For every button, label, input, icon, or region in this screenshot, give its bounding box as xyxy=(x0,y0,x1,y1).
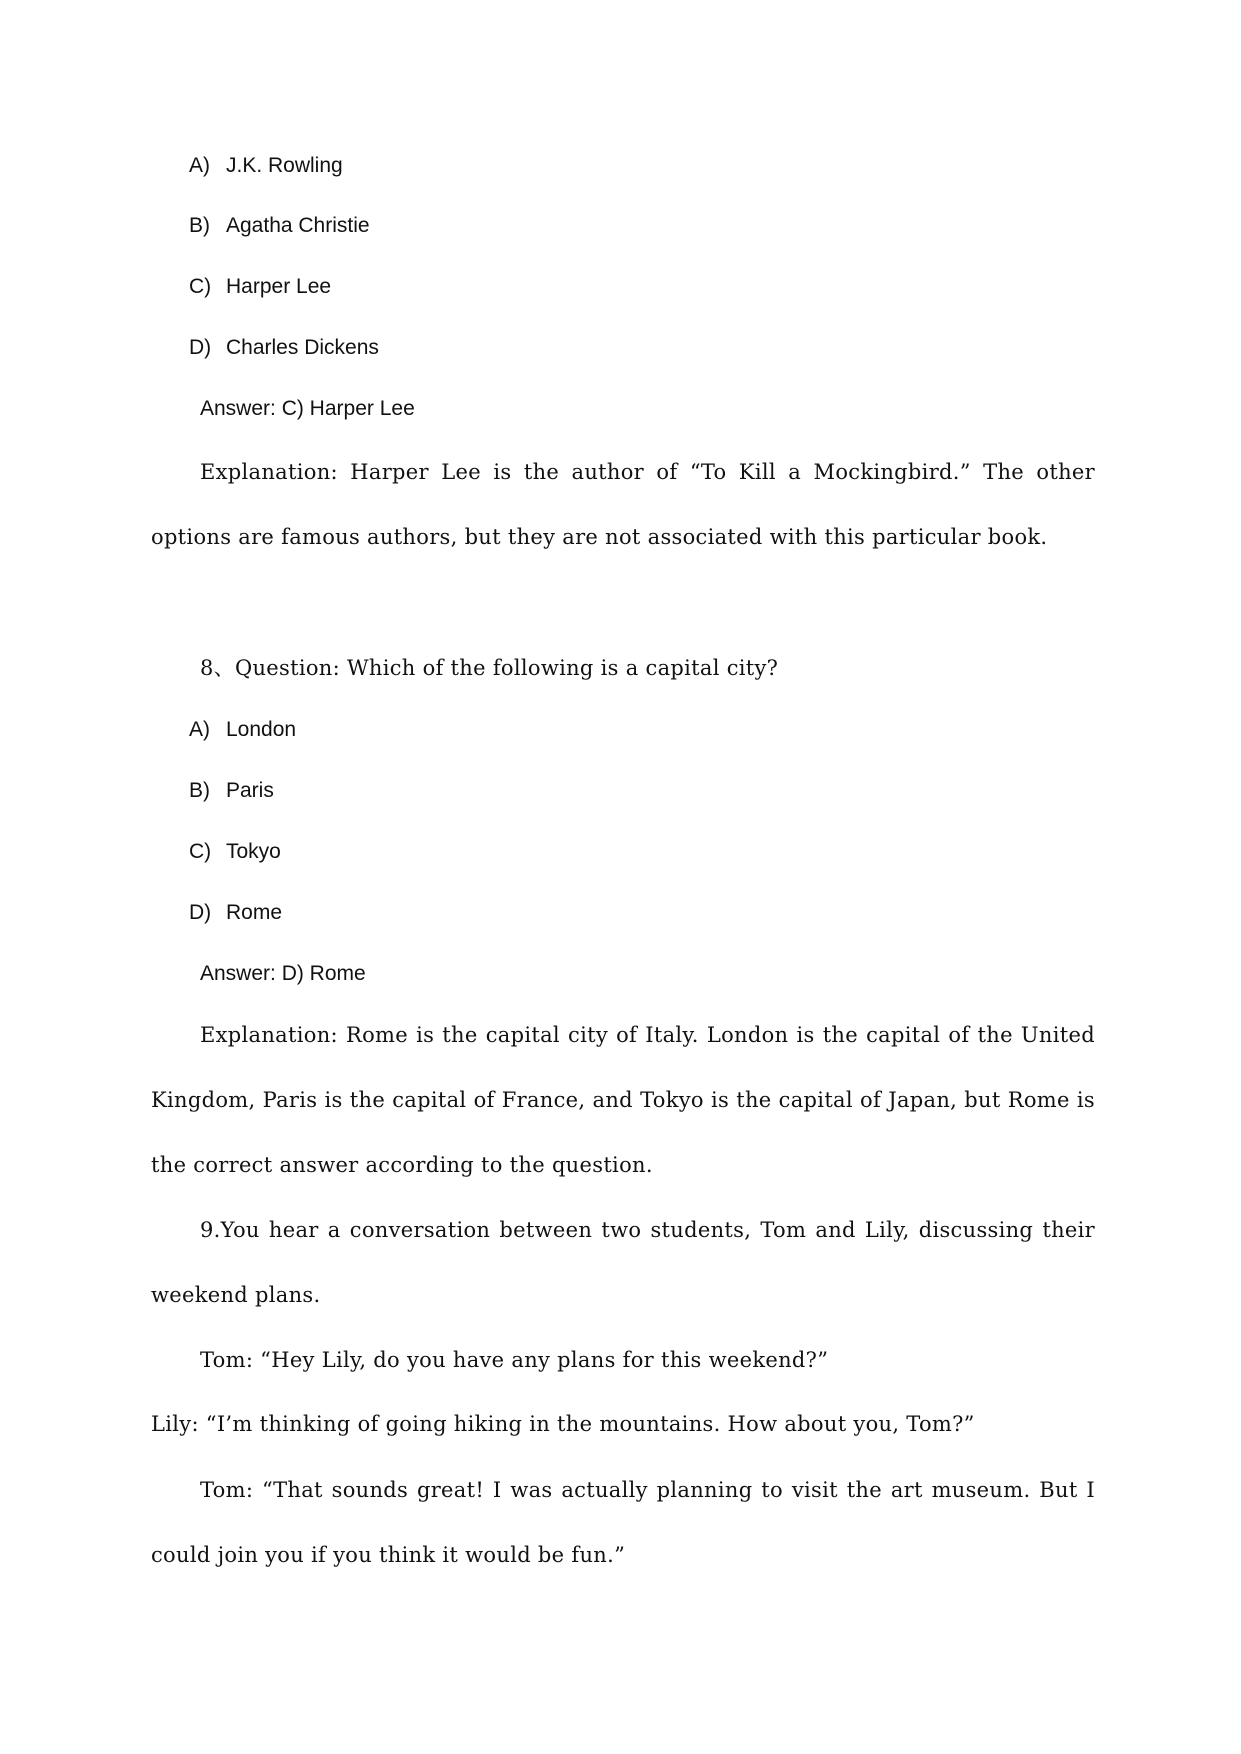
q8-explanation: Explanation: Rome is the capital city of Italy. London is the capital of the United Kingdom, Paris is the capital of France, and Tokyo is the capital of Japan, but Rome is the correct answer according to the question. xyxy=(151,1023,1095,1177)
q8-option-c xyxy=(189,839,281,865)
option-text: Paris xyxy=(226,779,274,802)
q8-question: 8、Question: Which of the following is a capital city? xyxy=(200,656,779,680)
q7-option-b xyxy=(189,213,370,239)
option-letter: C) xyxy=(189,840,212,863)
q7-option-a xyxy=(189,153,343,179)
q8-option-a xyxy=(189,717,296,743)
option-letter: D) xyxy=(189,336,212,359)
dialogue-line-tom-1: Tom: “Hey Lily, do you have any plans for this weekend?” xyxy=(200,1348,829,1372)
option-letter: D) xyxy=(189,901,212,924)
option-letter: B) xyxy=(189,779,210,802)
option-letter: A) xyxy=(189,718,210,741)
option-text: Harper Lee xyxy=(226,275,332,298)
dialogue-line-tom-2: Tom: “That sounds great! I was actually planning to visit the art museum. But I could join you if you think it would be fun.” xyxy=(151,1478,1095,1567)
q8-option-b xyxy=(189,778,274,804)
q8-option-d xyxy=(189,900,282,926)
q7-answer: Answer: C) Harper Lee xyxy=(200,397,415,420)
option-text: London xyxy=(226,718,297,741)
q9-intro: 9.You hear a conversation between two students, Tom and Lily, discussing their weekend plans. xyxy=(151,1218,1095,1307)
option-letter: C) xyxy=(189,275,212,298)
q7-explanation: Explanation: Harper Lee is the author of “To Kill a Mockingbird.” The other options are famous authors, but they are not associated with this particular book. xyxy=(151,460,1095,549)
q7-option-c xyxy=(189,274,331,300)
option-letter: A) xyxy=(189,154,210,177)
option-text: Rome xyxy=(226,901,283,924)
option-letter: B) xyxy=(189,214,210,237)
option-text: J.K. Rowling xyxy=(226,154,343,177)
q8-answer: Answer: D) Rome xyxy=(200,962,366,985)
option-text: Tokyo xyxy=(226,840,281,863)
dialogue-line-lily-1: Lily: “I’m thinking of going hiking in the mountains. How about you, Tom?” xyxy=(151,1412,975,1436)
q7-option-d xyxy=(189,335,379,361)
option-text: Charles Dickens xyxy=(226,336,379,359)
option-text: Agatha Christie xyxy=(226,214,370,237)
